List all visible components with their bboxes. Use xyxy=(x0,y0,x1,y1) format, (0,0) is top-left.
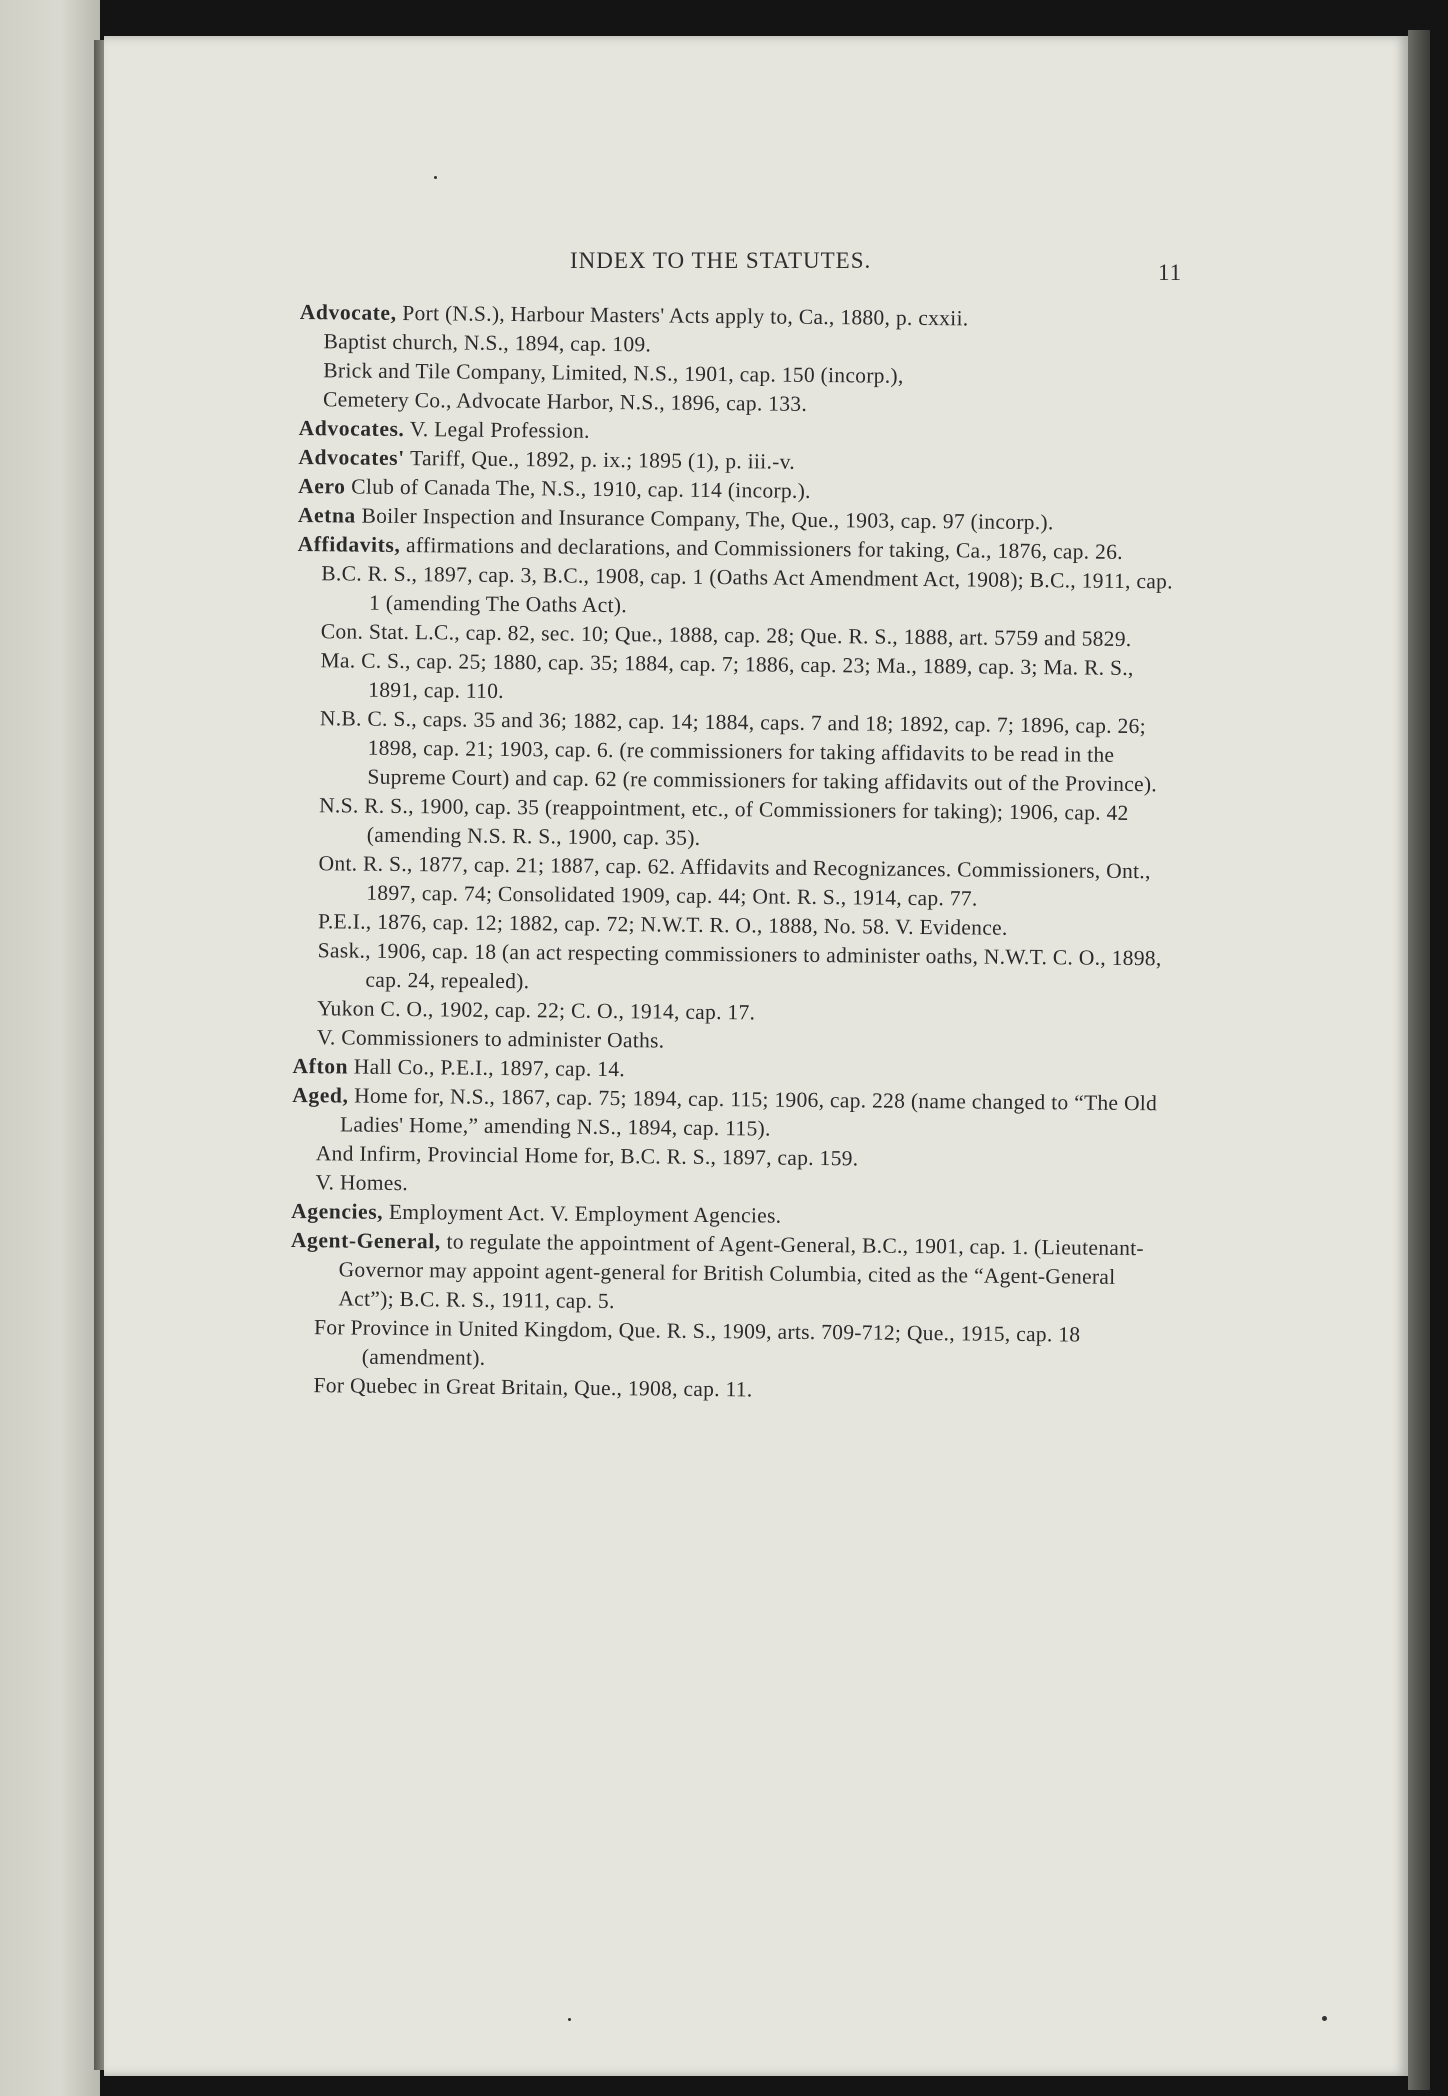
entry-text: V. Legal Profession. xyxy=(404,417,590,443)
entry-heading: Advocates' xyxy=(298,444,405,471)
page-number: 11 xyxy=(1158,260,1183,285)
previous-page-edge xyxy=(0,0,100,2096)
index-entries xyxy=(289,298,1180,1408)
entry-text: Ont. R. S., 1877, cap. 21; 1887, cap. 62. Affidavits and Recognizances. Commissioners, Ont., 1897, cap. 74; Consolidated 1909, cap. 44; Ont. R. S., 1914, cap. 77. xyxy=(318,851,1151,911)
entry-heading: Agencies, xyxy=(291,1198,384,1224)
index-entry xyxy=(290,1226,1171,1321)
entry-text: Home for, N.S., 1867, cap. 75; 1894, cap. 115; 1906, cap. 228 (name changed to “The Old Ladies' Home,” amending N.S., 1894, cap. 115). xyxy=(339,1083,1158,1141)
entry-text: Boiler Inspection and Insurance Company, The, Que., 1903, cap. 97 (incorp.). xyxy=(355,503,1054,535)
entry-heading: Aero xyxy=(298,473,346,499)
entry-text: Employment Act. V. Employment Agencies. xyxy=(383,1199,782,1228)
entry-text: V. Commissioners to administer Oaths. xyxy=(316,1025,665,1053)
entry-heading: Aetna xyxy=(297,502,356,528)
index-subentry xyxy=(297,559,1178,625)
entry-text: V. Homes. xyxy=(315,1170,409,1196)
running-title: INDEX TO THE STATUTES. xyxy=(570,248,872,273)
entry-text: N.S. R. S., 1900, cap. 35 (reappointment, etc., of Commissioners for taking); 1906, cap. 42 (amending N.S. R. S., 1900, cap. 35). xyxy=(319,793,1129,850)
entry-text: Ma. C. S., cap. 25; 1880, cap. 35; 1884, cap. 7; 1886, cap. 23; Ma., 1889, cap. 3; Ma. R. S., 1891, cap. 110. xyxy=(320,648,1134,703)
entry-heading: Afton xyxy=(292,1053,349,1079)
entry-text: Port (N.S.), Harbour Masters' Acts apply to, Ca., 1880, p. cxxii. xyxy=(396,300,969,331)
entry-text: For Province in United Kingdom, Que. R. S., 1909, arts. 709-712; Que., 1915, cap. 18 (amendment). xyxy=(314,1315,1081,1370)
entry-heading: Agent-General, xyxy=(290,1227,441,1254)
index-subentry xyxy=(294,849,1175,915)
running-header xyxy=(468,248,1188,285)
entry-text: Hall Co., P.E.I., 1897, cap. 14. xyxy=(348,1054,626,1082)
entry-text: affirmations and declarations, and Commissioners for taking, Ca., 1876, cap. 26. xyxy=(400,532,1123,564)
entry-text: Club of Canada The, N.S., 1910, cap. 114 (incorp.). xyxy=(345,474,811,503)
page-speck xyxy=(568,2018,571,2021)
page-right-edge xyxy=(1408,30,1430,2090)
page-speck xyxy=(434,176,437,179)
entry-heading: Advocate, xyxy=(299,299,397,325)
entry-text: And Infirm, Provincial Home for, B.C. R. S., 1897, cap. 159. xyxy=(315,1141,859,1171)
index-subentry xyxy=(295,704,1176,799)
entry-text: Brick and Tile Company, Limited, N.S., 1901, cap. 150 (incorp.), xyxy=(323,358,904,388)
entry-text: Baptist church, N.S., 1894, cap. 109. xyxy=(323,329,652,357)
entry-text: N.B. C. S., caps. 35 and 36; 1882, cap. 14; 1884, caps. 7 and 18; 1892, cap. 7; 1896, cap. 26; 1898, cap. 21; 1903, cap. 6. (re commissioners for taking affidavits to be read in the Supreme Court) and cap. 62 (re commissioners for taking affidavits out of the Province). xyxy=(319,706,1158,797)
index-entry xyxy=(292,1081,1173,1147)
entry-heading: Affidavits, xyxy=(297,531,401,557)
index-subentry xyxy=(293,936,1174,1002)
index-subentry xyxy=(296,646,1177,712)
entry-text: P.E.I., 1876, cap. 12; 1882, cap. 72; N.W.T. R. O., 1888, No. 58. V. Evidence. xyxy=(317,909,1008,940)
entry-text: Cemetery Co., Advocate Harbor, N.S., 1896, cap. 133. xyxy=(322,387,808,416)
page-speck xyxy=(1322,2016,1327,2021)
index-subentry xyxy=(295,791,1176,857)
entry-text: to regulate the appointment of Agent-General, B.C., 1901, cap. 1. (Lieutenant-Governor may appoint agent-general for British Columbia, cited as the “Agent-General Act”); B.C. R. S., 1911, cap. 5. xyxy=(338,1229,1145,1314)
entry-heading: Advocates. xyxy=(298,415,405,442)
entry-text: For Quebec in Great Britain, Que., 1908, cap. 11. xyxy=(313,1373,753,1402)
entry-text: Yukon C. O., 1902, cap. 22; C. O., 1914, cap. 17. xyxy=(317,996,756,1025)
entry-text: Tariff, Que., 1892, p. ix.; 1895 (1), p. iii.-v. xyxy=(404,446,796,474)
index-subentry xyxy=(290,1313,1171,1379)
entry-text: Sask., 1906, cap. 18 (an act respecting commissioners to administer oaths, N.W.T. C. O., 1898, cap. 24, repealed). xyxy=(317,938,1162,994)
entry-text: B.C. R. S., 1897, cap. 3, B.C., 1908, cap. 1 (Oaths Act Amendment Act, 1908); B.C., 1911, cap. 1 (amending The Oaths Act). xyxy=(321,561,1173,618)
entry-text: Con. Stat. L.C., cap. 82, sec. 10; Que., 1888, cap. 28; Que. R. S., 1888, art. 5759 and 5829. xyxy=(320,619,1132,651)
entry-heading: Aged, xyxy=(292,1082,349,1108)
